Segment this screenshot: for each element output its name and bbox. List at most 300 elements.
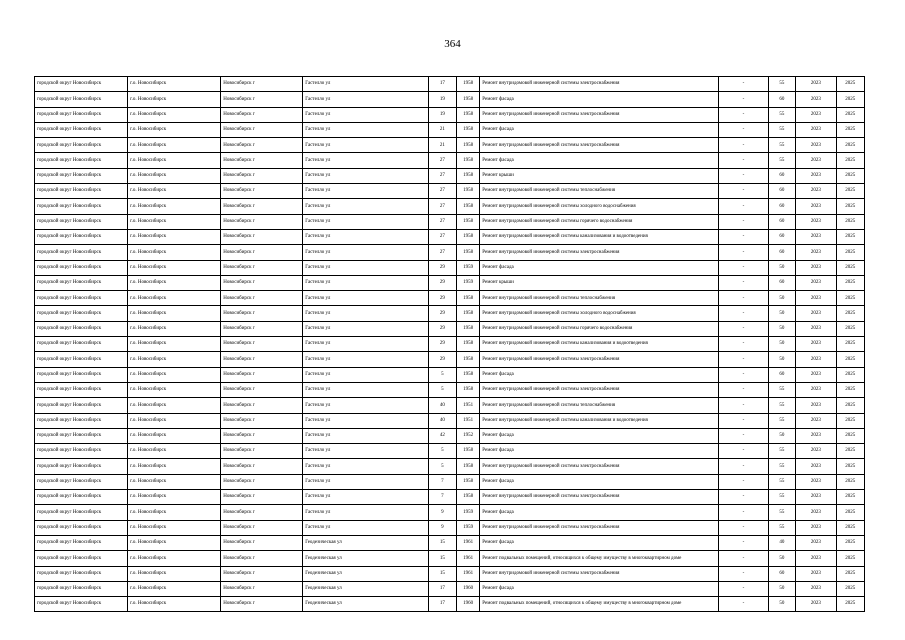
period-end-cell: 2025 <box>836 444 864 459</box>
work-type-cell: Ремонт фасада <box>480 581 719 596</box>
street-cell: Гастелло ул <box>303 413 429 428</box>
house-number-cell: 7 <box>428 490 456 505</box>
settlement-cell: г.о. Новосибирск <box>128 107 221 122</box>
placeholder-cell: - <box>719 581 769 596</box>
settlement-cell: г.о. Новосибирск <box>128 199 221 214</box>
period-end-cell: 2025 <box>836 92 864 107</box>
build-year-cell: 1951 <box>457 413 480 428</box>
district-cell: городской округ Новосибирск <box>35 474 128 489</box>
build-year-cell: 1959 <box>457 520 480 535</box>
city-cell: Новосибирск г <box>221 551 303 566</box>
house-number-cell: 27 <box>428 229 456 244</box>
house-number-cell: 21 <box>428 122 456 137</box>
work-type-cell: Ремонт подвальных помещений, относящихся к общему имуществу в многоквартирном доме <box>480 551 719 566</box>
table-row <box>35 306 865 321</box>
service-life-cell: 50 <box>768 352 795 367</box>
service-life-cell: 60 <box>768 214 795 229</box>
period-start-cell: 2023 <box>796 214 836 229</box>
work-type-cell: Ремонт фасада <box>480 122 719 137</box>
build-year-cell: 1961 <box>457 551 480 566</box>
city-cell: Новосибирск г <box>221 138 303 153</box>
period-end-cell: 2025 <box>836 551 864 566</box>
period-end-cell: 2025 <box>836 459 864 474</box>
house-number-cell: 40 <box>428 413 456 428</box>
work-type-cell: Ремонт фасада <box>480 153 719 168</box>
settlement-cell: г.о. Новосибирск <box>128 275 221 290</box>
district-cell: городской округ Новосибирск <box>35 199 128 214</box>
settlement-cell: г.о. Новосибирск <box>128 214 221 229</box>
city-cell: Новосибирск г <box>221 474 303 489</box>
service-life-cell: 55 <box>768 505 795 520</box>
district-cell: городской округ Новосибирск <box>35 413 128 428</box>
table-row <box>35 474 865 489</box>
period-start-cell: 2023 <box>796 153 836 168</box>
period-end-cell: 2025 <box>836 138 864 153</box>
street-cell: Гастелло ул <box>303 138 429 153</box>
district-cell: городской округ Новосибирск <box>35 306 128 321</box>
street-cell: Гастелло ул <box>303 153 429 168</box>
service-life-cell: 55 <box>768 153 795 168</box>
period-end-cell: 2025 <box>836 337 864 352</box>
service-life-cell: 60 <box>768 92 795 107</box>
placeholder-cell: - <box>719 459 769 474</box>
work-type-cell: Ремонт внутридомовой инженерной системы горячего водоснабжения <box>480 321 719 336</box>
house-number-cell: 27 <box>428 168 456 183</box>
build-year-cell: 1958 <box>457 459 480 474</box>
placeholder-cell: - <box>719 168 769 183</box>
placeholder-cell: - <box>719 153 769 168</box>
house-number-cell: 42 <box>428 428 456 443</box>
period-start-cell: 2023 <box>796 199 836 214</box>
settlement-cell: г.о. Новосибирск <box>128 566 221 581</box>
district-cell: городской округ Новосибирск <box>35 260 128 275</box>
district-cell: городской округ Новосибирск <box>35 291 128 306</box>
build-year-cell: 1958 <box>457 291 480 306</box>
service-life-cell: 55 <box>768 77 795 92</box>
period-start-cell: 2023 <box>796 260 836 275</box>
work-type-cell: Ремонт внутридомовой инженерной системы электроснабжения <box>480 566 719 581</box>
period-end-cell: 2025 <box>836 229 864 244</box>
district-cell: городской округ Новосибирск <box>35 245 128 260</box>
work-type-cell: Ремонт внутридомовой инженерной системы электроснабжения <box>480 245 719 260</box>
settlement-cell: г.о. Новосибирск <box>128 551 221 566</box>
service-life-cell: 55 <box>768 474 795 489</box>
city-cell: Новосибирск г <box>221 337 303 352</box>
work-type-cell: Ремонт внутридомовой инженерной системы электроснабжения <box>480 382 719 397</box>
build-year-cell: 1958 <box>457 107 480 122</box>
house-number-cell: 15 <box>428 535 456 550</box>
settlement-cell: г.о. Новосибирск <box>128 337 221 352</box>
work-type-cell: Ремонт фасада <box>480 535 719 550</box>
service-life-cell: 50 <box>768 581 795 596</box>
district-cell: городской округ Новосибирск <box>35 382 128 397</box>
service-life-cell: 60 <box>768 245 795 260</box>
table-row <box>35 122 865 137</box>
placeholder-cell: - <box>719 535 769 550</box>
period-end-cell: 2025 <box>836 581 864 596</box>
build-year-cell: 1958 <box>457 321 480 336</box>
period-start-cell: 2023 <box>796 490 836 505</box>
build-year-cell: 1958 <box>457 229 480 244</box>
build-year-cell: 1958 <box>457 352 480 367</box>
table-row <box>35 428 865 443</box>
placeholder-cell: - <box>719 398 769 413</box>
street-cell: Гастелло ул <box>303 474 429 489</box>
table-row <box>35 535 865 550</box>
period-start-cell: 2023 <box>796 122 836 137</box>
district-cell: городской округ Новосибирск <box>35 184 128 199</box>
build-year-cell: 1961 <box>457 535 480 550</box>
placeholder-cell: - <box>719 566 769 581</box>
street-cell: Гастелло ул <box>303 291 429 306</box>
settlement-cell: г.о. Новосибирск <box>128 444 221 459</box>
service-life-cell: 60 <box>768 566 795 581</box>
table-row <box>35 352 865 367</box>
house-number-cell: 9 <box>428 505 456 520</box>
street-cell: Гастелло ул <box>303 337 429 352</box>
period-start-cell: 2023 <box>796 428 836 443</box>
period-start-cell: 2023 <box>796 520 836 535</box>
table-row <box>35 413 865 428</box>
build-year-cell: 1958 <box>457 490 480 505</box>
service-life-cell: 60 <box>768 168 795 183</box>
period-end-cell: 2025 <box>836 107 864 122</box>
period-start-cell: 2023 <box>796 535 836 550</box>
build-year-cell: 1960 <box>457 581 480 596</box>
street-cell: Гастелло ул <box>303 229 429 244</box>
settlement-cell: г.о. Новосибирск <box>128 168 221 183</box>
street-cell: Геодезическая ул <box>303 597 429 612</box>
period-start-cell: 2023 <box>796 352 836 367</box>
service-life-cell: 50 <box>768 291 795 306</box>
service-life-cell: 50 <box>768 597 795 612</box>
placeholder-cell: - <box>719 199 769 214</box>
house-number-cell: 5 <box>428 382 456 397</box>
work-type-cell: Ремонт фасада <box>480 505 719 520</box>
work-type-cell: Ремонт внутридомовой инженерной системы теплоснабжения <box>480 291 719 306</box>
table-row <box>35 168 865 183</box>
city-cell: Новосибирск г <box>221 413 303 428</box>
house-number-cell: 9 <box>428 520 456 535</box>
placeholder-cell: - <box>719 428 769 443</box>
period-end-cell: 2025 <box>836 535 864 550</box>
period-end-cell: 2025 <box>836 214 864 229</box>
settlement-cell: г.о. Новосибирск <box>128 260 221 275</box>
table-row <box>35 505 865 520</box>
district-cell: городской округ Новосибирск <box>35 77 128 92</box>
period-end-cell: 2025 <box>836 184 864 199</box>
placeholder-cell: - <box>719 382 769 397</box>
build-year-cell: 1958 <box>457 474 480 489</box>
settlement-cell: г.о. Новосибирск <box>128 505 221 520</box>
street-cell: Гастелло ул <box>303 122 429 137</box>
settlement-cell: г.о. Новосибирск <box>128 184 221 199</box>
placeholder-cell: - <box>719 352 769 367</box>
house-number-cell: 29 <box>428 337 456 352</box>
period-start-cell: 2023 <box>796 551 836 566</box>
house-number-cell: 29 <box>428 352 456 367</box>
build-year-cell: 1958 <box>457 153 480 168</box>
service-life-cell: 55 <box>768 107 795 122</box>
district-cell: городской округ Новосибирск <box>35 367 128 382</box>
street-cell: Гастелло ул <box>303 306 429 321</box>
service-life-cell: 50 <box>768 428 795 443</box>
city-cell: Новосибирск г <box>221 260 303 275</box>
table-row <box>35 92 865 107</box>
service-life-cell: 55 <box>768 490 795 505</box>
street-cell: Гастелло ул <box>303 321 429 336</box>
period-start-cell: 2023 <box>796 413 836 428</box>
service-life-cell: 55 <box>768 444 795 459</box>
build-year-cell: 1952 <box>457 428 480 443</box>
work-type-cell: Ремонт внутридомовой инженерной системы канализования и водоотведения <box>480 229 719 244</box>
placeholder-cell: - <box>719 138 769 153</box>
city-cell: Новосибирск г <box>221 352 303 367</box>
district-cell: городской округ Новосибирск <box>35 398 128 413</box>
placeholder-cell: - <box>719 474 769 489</box>
district-cell: городской округ Новосибирск <box>35 597 128 612</box>
build-year-cell: 1958 <box>457 77 480 92</box>
settlement-cell: г.о. Новосибирск <box>128 138 221 153</box>
house-number-cell: 5 <box>428 459 456 474</box>
district-cell: городской округ Новосибирск <box>35 505 128 520</box>
street-cell: Гастелло ул <box>303 260 429 275</box>
street-cell: Гастелло ул <box>303 520 429 535</box>
period-end-cell: 2025 <box>836 352 864 367</box>
work-type-cell: Ремонт внутридомовой инженерной системы электроснабжения <box>480 520 719 535</box>
service-life-cell: 55 <box>768 382 795 397</box>
period-end-cell: 2025 <box>836 291 864 306</box>
build-year-cell: 1958 <box>457 337 480 352</box>
period-start-cell: 2023 <box>796 291 836 306</box>
settlement-cell: г.о. Новосибирск <box>128 367 221 382</box>
street-cell: Геодезическая ул <box>303 551 429 566</box>
table-row <box>35 597 865 612</box>
settlement-cell: г.о. Новосибирск <box>128 428 221 443</box>
service-life-cell: 40 <box>768 535 795 550</box>
table-row <box>35 444 865 459</box>
build-year-cell: 1958 <box>457 138 480 153</box>
placeholder-cell: - <box>719 520 769 535</box>
city-cell: Новосибирск г <box>221 122 303 137</box>
table-row <box>35 184 865 199</box>
period-end-cell: 2025 <box>836 490 864 505</box>
period-end-cell: 2025 <box>836 505 864 520</box>
district-cell: городской округ Новосибирск <box>35 581 128 596</box>
city-cell: Новосибирск г <box>221 153 303 168</box>
work-type-cell: Ремонт внутридомовой инженерной системы электроснабжения <box>480 138 719 153</box>
district-cell: городской округ Новосибирск <box>35 535 128 550</box>
table-row <box>35 275 865 290</box>
period-start-cell: 2023 <box>796 398 836 413</box>
district-cell: городской округ Новосибирск <box>35 459 128 474</box>
street-cell: Гастелло ул <box>303 184 429 199</box>
house-number-cell: 15 <box>428 551 456 566</box>
house-number-cell: 5 <box>428 444 456 459</box>
period-end-cell: 2025 <box>836 367 864 382</box>
street-cell: Гастелло ул <box>303 367 429 382</box>
street-cell: Гастелло ул <box>303 398 429 413</box>
build-year-cell: 1959 <box>457 275 480 290</box>
service-life-cell: 60 <box>768 199 795 214</box>
placeholder-cell: - <box>719 490 769 505</box>
district-cell: городской округ Новосибирск <box>35 352 128 367</box>
street-cell: Гастелло ул <box>303 459 429 474</box>
table-row <box>35 490 865 505</box>
period-start-cell: 2023 <box>796 107 836 122</box>
work-type-cell: Ремонт внутридомовой инженерной системы холодного водоснабжения <box>480 199 719 214</box>
work-type-cell: Ремонт внутридомовой инженерной системы холодного водоснабжения <box>480 306 719 321</box>
placeholder-cell: - <box>719 122 769 137</box>
work-type-cell: Ремонт внутридомовой инженерной системы электроснабжения <box>480 352 719 367</box>
district-cell: городской округ Новосибирск <box>35 490 128 505</box>
period-end-cell: 2025 <box>836 382 864 397</box>
table-row <box>35 382 865 397</box>
house-number-cell: 29 <box>428 275 456 290</box>
period-end-cell: 2025 <box>836 199 864 214</box>
table-row <box>35 398 865 413</box>
house-number-cell: 27 <box>428 153 456 168</box>
build-year-cell: 1958 <box>457 168 480 183</box>
table-row <box>35 581 865 596</box>
settlement-cell: г.о. Новосибирск <box>128 459 221 474</box>
settlement-cell: г.о. Новосибирск <box>128 490 221 505</box>
build-year-cell: 1958 <box>457 382 480 397</box>
build-year-cell: 1958 <box>457 444 480 459</box>
city-cell: Новосибирск г <box>221 107 303 122</box>
work-type-cell: Ремонт крыши <box>480 275 719 290</box>
period-start-cell: 2023 <box>796 245 836 260</box>
table-row <box>35 566 865 581</box>
district-cell: городской округ Новосибирск <box>35 92 128 107</box>
service-life-cell: 50 <box>768 321 795 336</box>
district-cell: городской округ Новосибирск <box>35 107 128 122</box>
street-cell: Гастелло ул <box>303 77 429 92</box>
service-life-cell: 55 <box>768 413 795 428</box>
work-type-cell: Ремонт внутридомовой инженерной системы теплоснабжения <box>480 398 719 413</box>
city-cell: Новосибирск г <box>221 535 303 550</box>
placeholder-cell: - <box>719 77 769 92</box>
placeholder-cell: - <box>719 413 769 428</box>
city-cell: Новосибирск г <box>221 184 303 199</box>
service-life-cell: 60 <box>768 275 795 290</box>
city-cell: Новосибирск г <box>221 382 303 397</box>
city-cell: Новосибирск г <box>221 367 303 382</box>
period-start-cell: 2023 <box>796 168 836 183</box>
house-number-cell: 27 <box>428 199 456 214</box>
placeholder-cell: - <box>719 275 769 290</box>
build-year-cell: 1959 <box>457 505 480 520</box>
city-cell: Новосибирск г <box>221 398 303 413</box>
house-number-cell: 5 <box>428 367 456 382</box>
table-row <box>35 214 865 229</box>
city-cell: Новосибирск г <box>221 199 303 214</box>
placeholder-cell: - <box>719 551 769 566</box>
placeholder-cell: - <box>719 505 769 520</box>
house-number-cell: 29 <box>428 306 456 321</box>
period-start-cell: 2023 <box>796 459 836 474</box>
settlement-cell: г.о. Новосибирск <box>128 581 221 596</box>
work-type-cell: Ремонт внутридомовой инженерной системы канализования и водоотведения <box>480 337 719 352</box>
period-start-cell: 2023 <box>796 92 836 107</box>
work-type-cell: Ремонт крыши <box>480 168 719 183</box>
district-cell: городской округ Новосибирск <box>35 229 128 244</box>
settlement-cell: г.о. Новосибирск <box>128 352 221 367</box>
city-cell: Новосибирск г <box>221 306 303 321</box>
house-number-cell: 21 <box>428 138 456 153</box>
table-row <box>35 138 865 153</box>
house-number-cell: 7 <box>428 474 456 489</box>
period-end-cell: 2025 <box>836 153 864 168</box>
house-number-cell: 19 <box>428 107 456 122</box>
house-number-cell: 19 <box>428 92 456 107</box>
city-cell: Новосибирск г <box>221 275 303 290</box>
street-cell: Гастелло ул <box>303 382 429 397</box>
placeholder-cell: - <box>719 306 769 321</box>
house-number-cell: 40 <box>428 398 456 413</box>
street-cell: Гастелло ул <box>303 199 429 214</box>
table-row <box>35 199 865 214</box>
settlement-cell: г.о. Новосибирск <box>128 321 221 336</box>
street-cell: Гастелло ул <box>303 275 429 290</box>
table-row <box>35 520 865 535</box>
service-life-cell: 55 <box>768 398 795 413</box>
service-life-cell: 50 <box>768 551 795 566</box>
service-life-cell: 55 <box>768 122 795 137</box>
table-row <box>35 551 865 566</box>
work-type-cell: Ремонт внутридомовой инженерной системы электроснабжения <box>480 77 719 92</box>
table-row <box>35 153 865 168</box>
work-type-cell: Ремонт внутридомовой инженерной системы электроснабжения <box>480 107 719 122</box>
street-cell: Гастелло ул <box>303 428 429 443</box>
city-cell: Новосибирск г <box>221 459 303 474</box>
city-cell: Новосибирск г <box>221 490 303 505</box>
placeholder-cell: - <box>719 260 769 275</box>
district-cell: городской округ Новосибирск <box>35 520 128 535</box>
service-life-cell: 60 <box>768 229 795 244</box>
period-start-cell: 2023 <box>796 367 836 382</box>
street-cell: Гастелло ул <box>303 107 429 122</box>
period-end-cell: 2025 <box>836 428 864 443</box>
settlement-cell: г.о. Новосибирск <box>128 92 221 107</box>
district-cell: городской округ Новосибирск <box>35 138 128 153</box>
city-cell: Новосибирск г <box>221 597 303 612</box>
table-row <box>35 260 865 275</box>
build-year-cell: 1958 <box>457 92 480 107</box>
city-cell: Новосибирск г <box>221 505 303 520</box>
placeholder-cell: - <box>719 107 769 122</box>
city-cell: Новосибирск г <box>221 321 303 336</box>
city-cell: Новосибирск г <box>221 92 303 107</box>
city-cell: Новосибирск г <box>221 168 303 183</box>
settlement-cell: г.о. Новосибирск <box>128 245 221 260</box>
period-start-cell: 2023 <box>796 77 836 92</box>
period-start-cell: 2023 <box>796 505 836 520</box>
street-cell: Геодезическая ул <box>303 535 429 550</box>
service-life-cell: 55 <box>768 520 795 535</box>
district-cell: городской округ Новосибирск <box>35 275 128 290</box>
settlement-cell: г.о. Новосибирск <box>128 398 221 413</box>
district-cell: городской округ Новосибирск <box>35 337 128 352</box>
street-cell: Гастелло ул <box>303 444 429 459</box>
settlement-cell: г.о. Новосибирск <box>128 413 221 428</box>
work-type-cell: Ремонт фасада <box>480 444 719 459</box>
settlement-cell: г.о. Новосибирск <box>128 520 221 535</box>
city-cell: Новосибирск г <box>221 428 303 443</box>
city-cell: Новосибирск г <box>221 245 303 260</box>
work-type-cell: Ремонт фасада <box>480 428 719 443</box>
period-start-cell: 2023 <box>796 581 836 596</box>
